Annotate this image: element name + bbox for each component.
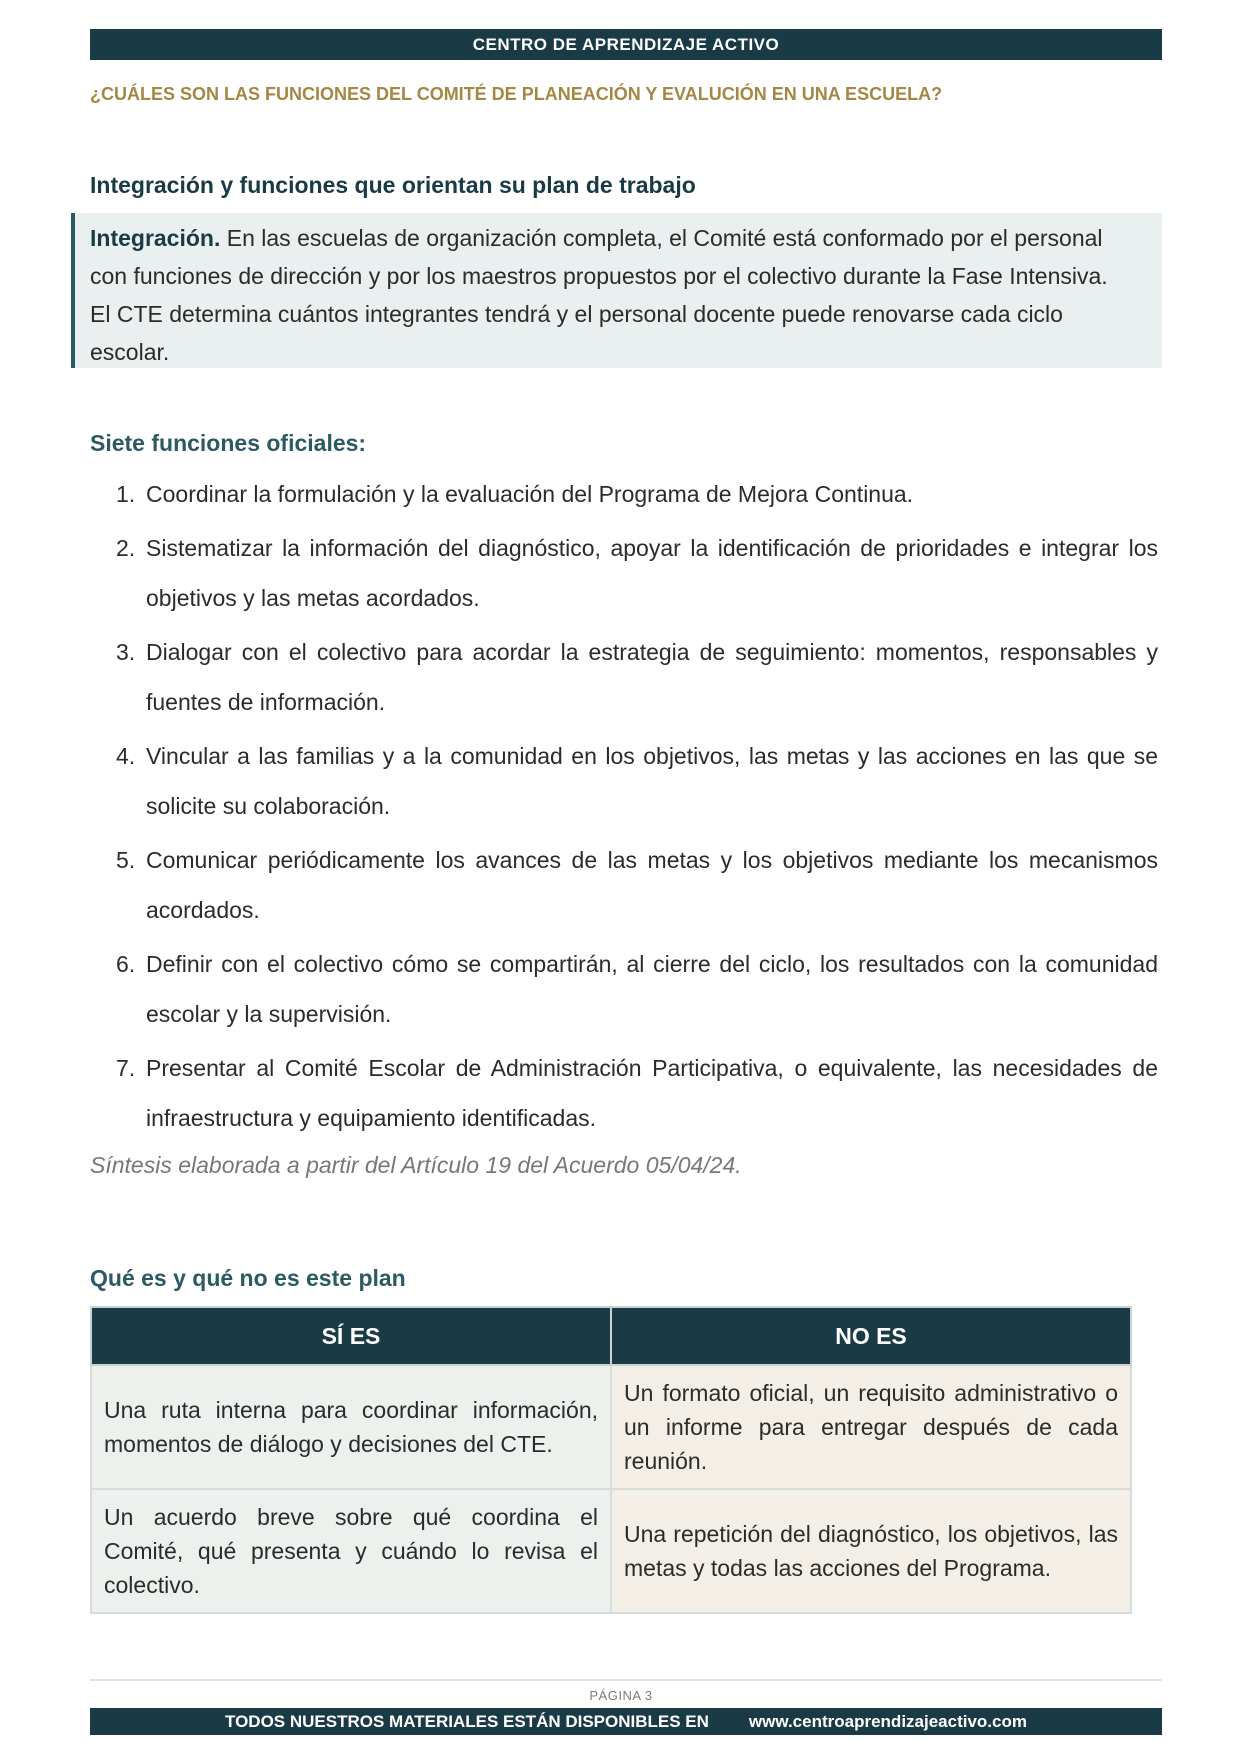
list-item (90, 523, 1158, 623)
document-question: ¿CUÁLES SON LAS FUNCIONES DEL COMITÉ DE PLANEACIÓN Y EVALUCIÓN EN UNA ESCUELA? (90, 84, 943, 104)
list-item-text: Comunicar periódicamente los avances de las metas y los objetivos mediante los mecanismos acordados. (146, 847, 1158, 923)
footer-website-link[interactable]: www.centroaprendizajeactivo.com (748, 1711, 1027, 1731)
footer-materials-text: TODOS NUESTROS MATERIALES ESTÁN DISPONIBLES EN (225, 1711, 709, 1731)
table-cell-no: Un formato oficial, un requisito administrativo o un informe para entregar después de cada reunión. (611, 1365, 1131, 1489)
page-number: PÁGINA 3 (589, 1688, 653, 1703)
callout-text: En las escuelas de organización completa, el Comité está conformado por el personal con funciones de dirección y por los maestros propuestos por el colectivo durante la Fase Intensiva. El CTE determina cuántos integrantes tendrá y el personal docente puede renovarse cada ciclo escolar. (90, 225, 1108, 365)
list-item-text: Dialogar con el colectivo para acordar la estrategia de seguimiento: momentos, responsables y fuentes de información. (146, 639, 1158, 715)
list-item (90, 939, 1158, 1039)
list-item-text: Definir con el colectivo cómo se compartirán, al cierre del ciclo, los resultados con la comunidad escolar y la supervisión. (146, 951, 1158, 1027)
list-item-number: 1. (116, 481, 136, 507)
list-item (90, 731, 1158, 831)
list-item (90, 835, 1158, 935)
section-heading: Integración y funciones que orientan su plan de trabajo (90, 172, 696, 198)
source-note: Síntesis elaborada a partir del Artículo 19 del Acuerdo 05/04/24. (90, 1152, 742, 1178)
table-row (91, 1365, 1131, 1489)
list-item-text: Presentar al Comité Escolar de Administración Participativa, o equivalente, las necesidades de infraestructura y equipamiento identificadas. (146, 1055, 1158, 1131)
list-item-text: Coordinar la formulación y la evaluación del Programa de Mejora Continua. (146, 481, 914, 507)
footer-divider (90, 1679, 1162, 1681)
list-item (90, 469, 1158, 519)
footer-band (90, 1708, 1162, 1735)
table-cell-yes: Un acuerdo breve sobre qué coordina el Comité, qué presenta y cuándo lo revisa el colectivo. (91, 1489, 611, 1613)
list-item-number: 7. (116, 1055, 136, 1081)
list-item-number: 3. (116, 639, 136, 665)
column-header-no: NO ES (611, 1307, 1131, 1365)
table-cell-yes: Una ruta interna para coordinar información, momentos de diálogo y decisiones del CTE. (91, 1365, 611, 1489)
list-item-number: 2. (116, 535, 136, 561)
table-header-row (91, 1307, 1131, 1365)
comparison-heading: Qué es y qué no es este plan (90, 1265, 406, 1291)
header-band (90, 29, 1162, 60)
table-row (91, 1489, 1131, 1613)
callout-label: Integración. (90, 225, 221, 251)
list-item-text: Vincular a las familias y a la comunidad en los objetivos, las metas y las acciones en las que se solicite su colaboración. (146, 743, 1158, 819)
list-item-text: Sistematizar la información del diagnóstico, apoyar la identificación de prioridades e integrar los objetivos y las metas acordados. (146, 535, 1158, 611)
column-header-yes: SÍ ES (91, 1307, 611, 1365)
functions-heading: Siete funciones oficiales: (90, 430, 367, 456)
header-band-title: CENTRO DE APRENDIZAJE ACTIVO (472, 34, 780, 54)
integration-callout (71, 213, 1162, 368)
list-item-number: 4. (116, 743, 136, 769)
list-item (90, 627, 1158, 727)
table-cell-no: Una repetición del diagnóstico, los objetivos, las metas y todas las acciones del Programa. (611, 1489, 1131, 1613)
list-item-number: 5. (116, 847, 136, 873)
list-item (90, 1043, 1158, 1143)
functions-list (90, 469, 1158, 1147)
comparison-table (90, 1306, 1132, 1614)
list-item-number: 6. (116, 951, 136, 977)
